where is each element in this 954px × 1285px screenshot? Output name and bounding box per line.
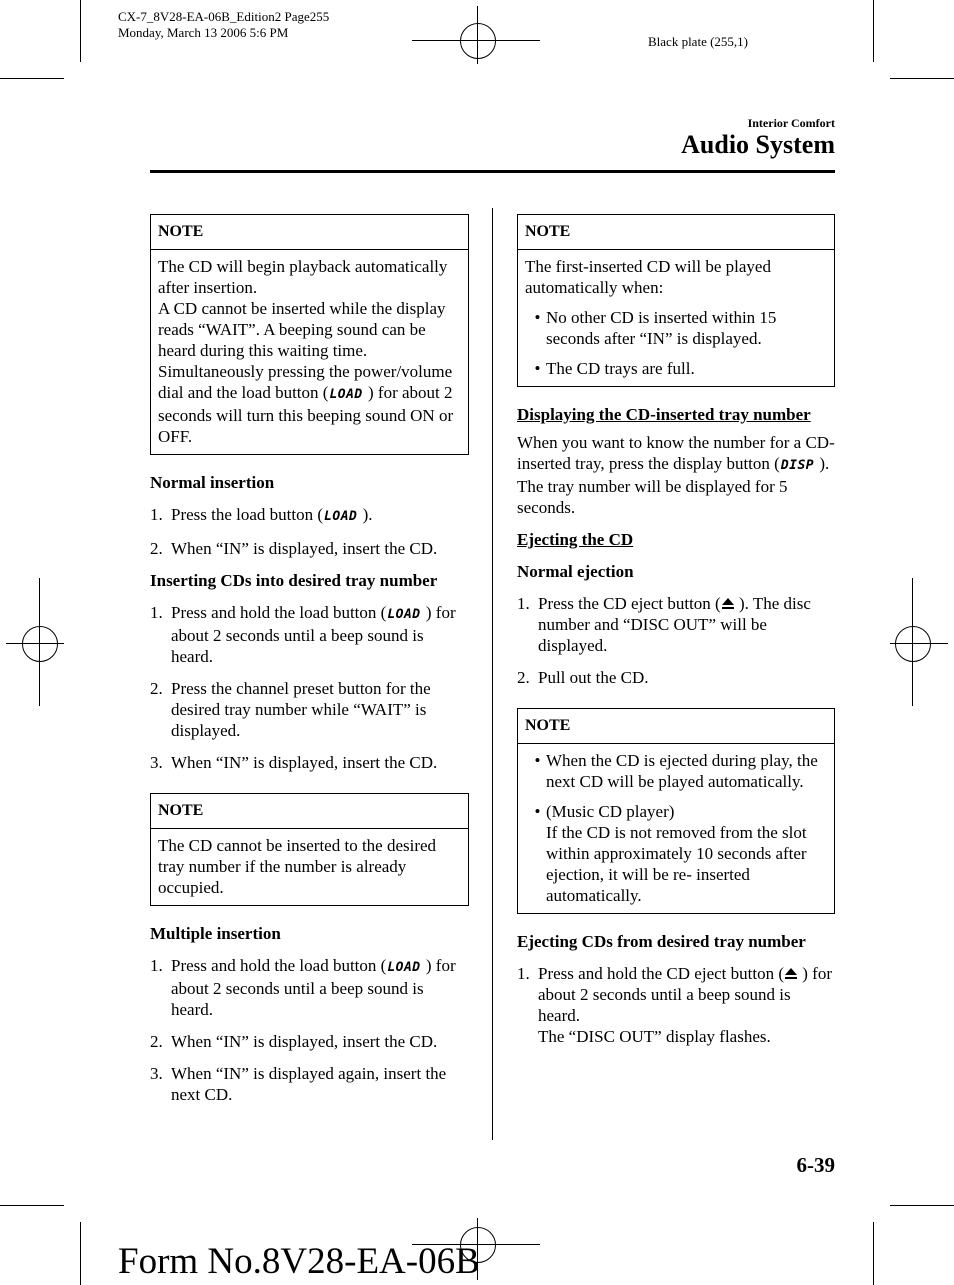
header-rule — [150, 170, 835, 173]
print-file-line: CX-7_8V28-EA-06B_Edition2 Page255 — [118, 9, 330, 24]
paragraph-part: ). The tray number will be displayed for 5 seconds. — [517, 454, 830, 517]
heading-ejecting-cd: Ejecting the CD — [517, 530, 634, 549]
note-text: The CD will begin playback automatically after insertion. — [158, 257, 448, 297]
left-column — [150, 214, 469, 1105]
heading-displaying-tray: Displaying the CD-inserted tray number — [517, 405, 811, 424]
step-text-part: Press and hold the load button ( — [171, 956, 387, 975]
list-item — [525, 307, 827, 349]
bullet-icon: • — [534, 751, 541, 770]
bullet-text: When the CD is ejected during play, the next CD will be played automatically. — [546, 751, 818, 791]
crop-mark — [80, 0, 81, 62]
step-list — [150, 504, 469, 559]
step-list — [150, 955, 469, 1105]
list-item — [517, 593, 835, 656]
list-item — [517, 963, 835, 1047]
step-text: Press the channel preset button for the desired tray number while “WAIT” is displayed. — [171, 679, 431, 740]
list-item — [150, 678, 469, 741]
step-text-part: ) for about 2 seconds until a beep sound is heard. — [538, 964, 832, 1025]
registration-mark-right — [895, 626, 931, 662]
crop-mark — [890, 78, 954, 79]
subheading-desired-tray: Inserting CDs into desired tray number — [150, 571, 438, 590]
list-item — [150, 955, 469, 1020]
page-title: Audio System — [681, 130, 835, 159]
step-text-part: Press and hold the CD eject button ( — [538, 964, 784, 983]
crop-mark — [873, 0, 874, 62]
step-number: 1. — [150, 603, 163, 622]
step-list — [150, 602, 469, 773]
list-item — [150, 752, 469, 773]
note-heading: NOTE — [518, 215, 834, 250]
step-text: When “IN” is displayed, insert the CD. — [171, 1032, 438, 1051]
step-text-part: Press the load button ( — [171, 505, 324, 524]
plate-label: Black plate (255,1) — [648, 34, 748, 49]
form-number: Form No.8V28-EA-06B — [118, 1241, 480, 1282]
bullet-icon: • — [534, 802, 541, 821]
step-text-part: ) for about 2 seconds until a beep sound is heard. — [171, 956, 456, 1019]
registration-line — [412, 40, 540, 41]
note-heading: NOTE — [151, 794, 468, 829]
list-item — [525, 358, 827, 379]
list-item — [525, 801, 827, 906]
crop-mark — [873, 1222, 874, 1285]
step-text — [171, 955, 469, 1020]
registration-line — [6, 643, 64, 644]
paragraph-part: When you want to know the number for a CD-inserted tray, press the display button ( — [517, 433, 835, 473]
note-text-part: A CD cannot be inserted while the display reads “WAIT”. A beeping sound can be heard during this waiting time. Simultaneously pressing the power/volume dial and the load button ( — [158, 299, 453, 402]
bullet-text-part: If the CD is not removed from the slot within approximately 10 seconds after ejection, it will be re- inserted automatically. — [546, 823, 807, 905]
list-item — [150, 1063, 469, 1105]
crop-mark — [80, 1222, 81, 1285]
note-text-part: ) for about 2 seconds will turn this beeping sound ON or OFF. — [158, 383, 454, 446]
note-text: The CD cannot be inserted to the desired tray number if the number is already occupied. — [158, 836, 437, 897]
step-number: 2. — [150, 679, 163, 698]
step-text — [171, 504, 469, 527]
registration-mark-left — [22, 626, 58, 662]
step-list — [517, 593, 835, 688]
bullet-text — [546, 801, 827, 906]
page-number: 6-39 — [796, 1153, 835, 1177]
step-number: 3. — [150, 753, 163, 772]
list-item — [150, 602, 469, 667]
subheading-multiple-insertion: Multiple insertion — [150, 924, 281, 943]
bullet-text-part: (Music CD player) — [546, 802, 675, 821]
eject-icon — [721, 597, 735, 610]
list-item — [150, 1031, 469, 1052]
subheading-desired-eject: Ejecting CDs from desired tray number — [517, 932, 806, 951]
print-date-line: Monday, March 13 2006 5:6 PM — [118, 25, 289, 40]
list-item — [150, 504, 469, 527]
step-text — [538, 593, 835, 656]
note-heading: NOTE — [151, 215, 468, 250]
crop-mark — [0, 78, 64, 79]
note-body — [518, 744, 834, 913]
note-heading: NOTE — [518, 709, 834, 744]
print-file-info — [118, 9, 329, 41]
step-list — [517, 963, 835, 1047]
step-text: When “IN” is displayed again, insert the next CD. — [171, 1064, 447, 1104]
note-box — [517, 214, 835, 387]
subheading-normal-ejection: Normal ejection — [517, 562, 634, 581]
column-divider — [492, 208, 493, 1140]
bullet-list — [525, 307, 827, 379]
step-text: When “IN” is displayed, insert the CD. — [171, 753, 438, 772]
list-item — [150, 538, 469, 559]
load-button-icon: LOAD — [329, 387, 363, 402]
disp-button-icon: DISP — [780, 458, 815, 473]
crop-mark — [890, 1205, 954, 1206]
step-text-part: ). The disc number and “DISC OUT” will be displayed. — [538, 594, 811, 655]
registration-line — [912, 578, 913, 706]
bullet-icon: • — [534, 359, 541, 378]
step-text-part: ) for about 2 seconds until a beep sound is heard. — [171, 603, 456, 666]
list-item — [517, 667, 835, 688]
load-button-icon: LOAD — [387, 607, 421, 622]
right-column — [517, 214, 835, 1047]
step-text — [171, 602, 469, 667]
note-text: The first-inserted CD will be played automatically when: — [525, 257, 771, 297]
note-text — [158, 298, 461, 447]
step-number: 2. — [150, 1032, 163, 1051]
step-text: When “IN” is displayed, insert the CD. — [171, 539, 438, 558]
note-box — [517, 708, 835, 914]
bullet-list — [525, 750, 827, 906]
list-item — [525, 750, 827, 792]
eject-icon — [784, 967, 798, 980]
registration-line — [890, 643, 948, 644]
note-body — [151, 829, 468, 905]
bullet-icon: • — [534, 308, 541, 327]
step-number: 3. — [150, 1064, 163, 1083]
step-text-part: The “DISC OUT” display flashes. — [538, 1027, 771, 1046]
note-box — [150, 793, 469, 906]
step-text-part: Press the CD eject button ( — [538, 594, 721, 613]
step-number: 1. — [517, 964, 530, 983]
note-body — [518, 250, 834, 386]
step-number: 2. — [150, 539, 163, 558]
bullet-text: The CD trays are full. — [546, 359, 695, 378]
step-number: 1. — [150, 505, 163, 524]
bullet-text: No other CD is inserted within 15 seconds after “IN” is displayed. — [546, 308, 777, 348]
step-text-part: ). — [358, 505, 373, 524]
step-text — [538, 963, 835, 1047]
paragraph — [517, 432, 835, 518]
section-label: Interior Comfort — [747, 116, 835, 130]
subheading-normal-insertion: Normal insertion — [150, 473, 275, 492]
step-text-part: Press and hold the load button ( — [171, 603, 387, 622]
load-button-icon: LOAD — [324, 509, 358, 524]
registration-line — [477, 6, 478, 64]
registration-mark-top — [460, 23, 496, 59]
step-number: 2. — [517, 668, 530, 687]
registration-line — [39, 578, 40, 706]
step-text: Pull out the CD. — [538, 668, 649, 687]
step-number: 1. — [517, 594, 530, 613]
note-box — [150, 214, 469, 455]
load-button-icon: LOAD — [387, 960, 421, 975]
step-number: 1. — [150, 956, 163, 975]
crop-mark — [0, 1205, 64, 1206]
note-body — [151, 250, 468, 454]
